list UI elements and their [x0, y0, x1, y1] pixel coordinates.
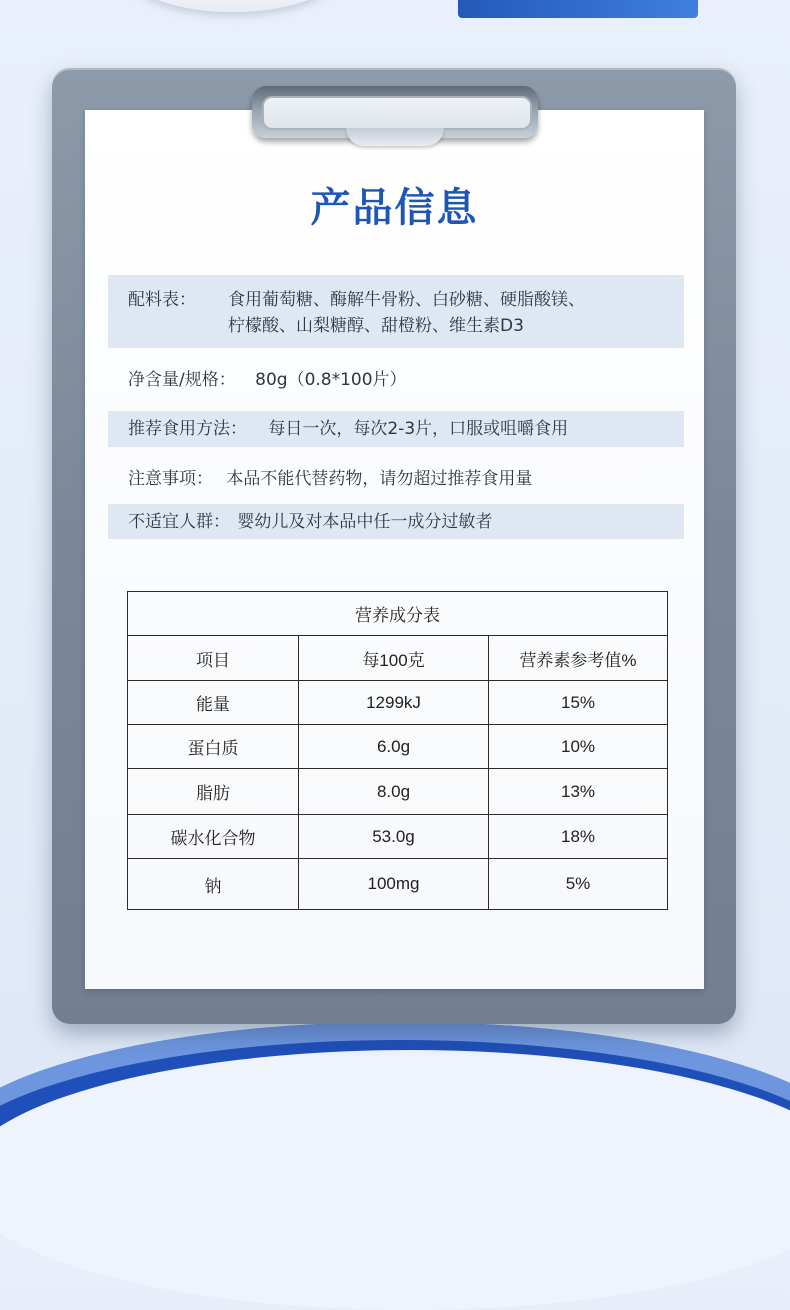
header-item: 项目 — [128, 636, 299, 681]
usage-row — [108, 411, 684, 447]
header-per-100g: 每100克 — [299, 636, 489, 681]
net-content-value: 80g（0.8*100片） — [255, 370, 407, 390]
table-row — [128, 859, 668, 910]
unsuitable-label: 不适宜人群： — [128, 512, 230, 532]
table-row — [128, 725, 668, 769]
page-title: 产品信息 — [310, 185, 479, 231]
row-per-100g: 53.0g — [299, 815, 489, 859]
net-content-row — [108, 367, 684, 393]
header-nrv: 营养素参考值% — [489, 636, 668, 681]
nutrition-table — [127, 591, 668, 910]
row-nrv: 10% — [489, 725, 668, 769]
row-item: 脂肪 — [128, 769, 299, 815]
table-row — [128, 815, 668, 859]
row-nrv: 18% — [489, 815, 668, 859]
bottom-white-decoration — [0, 1050, 790, 1310]
row-item: 蛋白质 — [128, 725, 299, 769]
ingredients-label: 配料表： — [128, 290, 196, 310]
ingredients-line-2: 柠檬酸、山梨糖醇、甜橙粉、维生素D3 — [228, 316, 524, 336]
row-nrv: 5% — [489, 859, 668, 910]
table-row — [128, 769, 668, 815]
unsuitable-value: 婴幼儿及对本品中任一成分过敏者 — [237, 512, 493, 532]
ingredients-line-1: 食用葡萄糖、酶解牛骨粉、白砂糖、硬脂酸镁、 — [228, 290, 585, 310]
nutrition-header-row — [128, 636, 668, 681]
table-row — [128, 681, 668, 725]
row-per-100g: 1299kJ — [299, 681, 489, 725]
row-item: 能量 — [128, 681, 299, 725]
clipboard-clip-tab — [346, 128, 444, 146]
ingredients-value — [228, 287, 585, 339]
row-item: 钠 — [128, 859, 299, 910]
notice-label: 注意事项： — [128, 469, 213, 489]
product-box-image — [458, 0, 698, 18]
usage-value: 每日一次，每次2-3片，口服或咀嚼食用 — [268, 419, 569, 439]
net-content-label: 净含量/规格： — [128, 370, 236, 390]
row-per-100g: 100mg — [299, 859, 489, 910]
product-bottle-image — [128, 0, 338, 12]
usage-label: 推荐食用方法： — [128, 419, 247, 439]
row-item: 碳水化合物 — [128, 815, 299, 859]
nutrition-title-row — [128, 592, 668, 636]
notice-row — [108, 466, 684, 492]
nutrition-table-title: 营养成分表 — [128, 592, 668, 636]
row-per-100g: 8.0g — [299, 769, 489, 815]
unsuitable-row — [108, 504, 684, 539]
clipboard-clip-inner — [262, 96, 532, 130]
notice-value: 本品不能代替药物，请勿超过推荐食用量 — [226, 469, 533, 489]
row-nrv: 13% — [489, 769, 668, 815]
row-per-100g: 6.0g — [299, 725, 489, 769]
ingredients-row — [108, 275, 684, 348]
row-nrv: 15% — [489, 681, 668, 725]
